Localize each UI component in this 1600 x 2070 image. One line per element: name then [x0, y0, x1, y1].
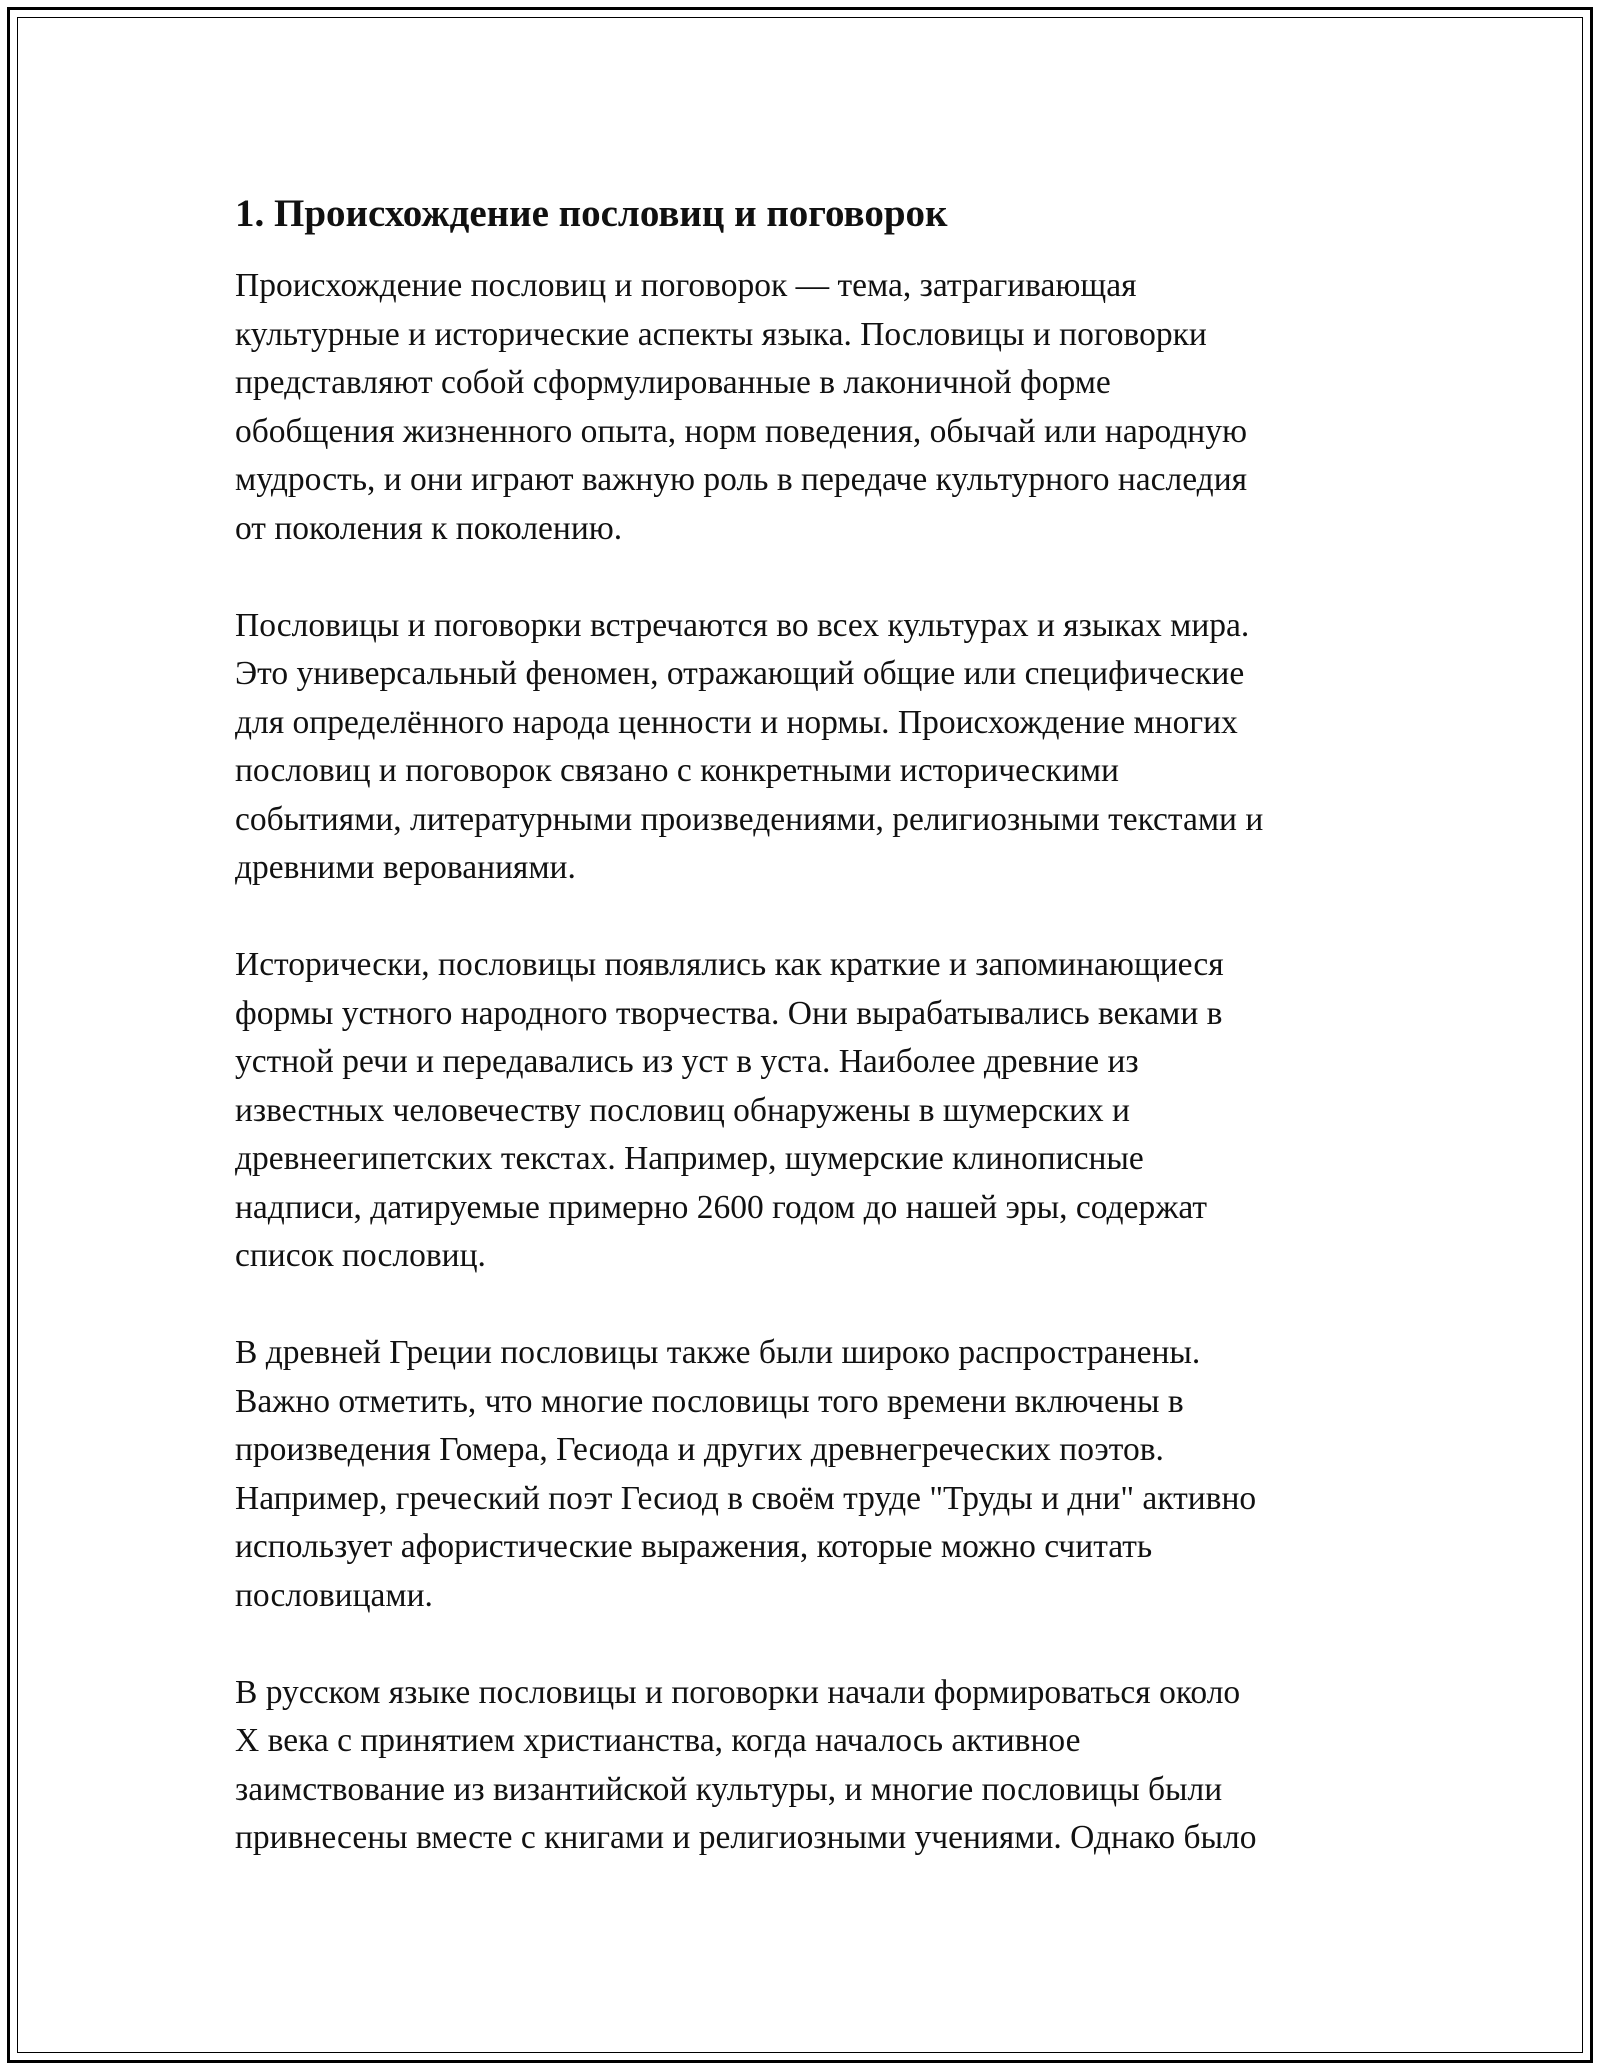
text-line: Исторически, пословицы появлялись как краткие и запоминающиеся [235, 946, 1224, 983]
text-line: представляют собой сформулированные в лаконичной форме [235, 364, 1111, 401]
text-line: мудрость, и они играют важную роль в передаче культурного наследия [235, 461, 1248, 498]
text-line: от поколения к поколению. [235, 509, 623, 547]
paragraph [235, 1669, 1385, 1863]
text-line: Пословицы и поговорки встречаются во всех культурах и языках мира. [235, 606, 1250, 644]
text-line: Например, греческий поэт Гесиод в своём труде "Труды и дни" активно [235, 1479, 1257, 1517]
paragraph [235, 1329, 1385, 1620]
text-line: событиями, литературными произведениями, религиозными текстами и [235, 800, 1264, 838]
text-line: В русском языке пословицы и поговорки начали формироваться около [235, 1673, 1241, 1711]
text-line: В древней Греции пословицы также были широко распространены. [235, 1334, 1201, 1371]
paragraph [235, 941, 1385, 1281]
text-line: привнесены вместе с книгами и религиозными учениями. Однако было [235, 1819, 1257, 1856]
text-line: древними верованиями. [235, 849, 576, 886]
text-line: X века с принятием христианства, когда началось активное [235, 1722, 1081, 1759]
paragraph-list [235, 262, 1385, 1863]
text-line: обобщения жизненного опыта, норм поведения, обычай или народную [235, 412, 1247, 450]
text-line: для определённого народа ценности и нормы. Происхождение многих [235, 703, 1238, 741]
section-heading: 1. Происхождение пословиц и поговорок [235, 192, 948, 235]
text-line: использует афористические выражения, которые можно считать [235, 1528, 1153, 1565]
paragraph [235, 262, 1385, 553]
text-line: пословиц и поговорок связано с конкретными историческими [235, 752, 1119, 789]
text-line: список пословиц. [235, 1237, 486, 1274]
text-line: Это универсальный феномен, отражающий общие или специфические [235, 655, 1245, 692]
paragraph [235, 602, 1385, 893]
text-line: надписи, датируемые примерно 2600 годом до нашей эры, содержат [235, 1188, 1207, 1226]
text-line: произведения Гомера, Гесиода и других древнегреческих поэтов. [235, 1431, 1164, 1468]
text-line: Важно отметить, что многие пословицы того времени включены в [235, 1382, 1184, 1420]
text-line: заимствование из византийской культуры, и многие пословицы были [235, 1770, 1223, 1808]
text-line: древнеегипетских текстах. Например, шумерские клинописные [235, 1140, 1144, 1177]
text-line: Происхождение пословиц и поговорок — тема, затрагивающая [235, 267, 1137, 304]
text-line: известных человечеству пословиц обнаружены в шумерских и [235, 1091, 1130, 1129]
text-line: пословицами. [235, 1576, 433, 1614]
document-body [235, 188, 1385, 1911]
text-line: устной речи и передавались из уст в уста. Наиболее древние из [235, 1043, 1139, 1080]
text-line: формы устного народного творчества. Они вырабатывались веками в [235, 994, 1223, 1032]
text-line: культурные и исторические аспекты языка. Пословицы и поговорки [235, 315, 1207, 353]
